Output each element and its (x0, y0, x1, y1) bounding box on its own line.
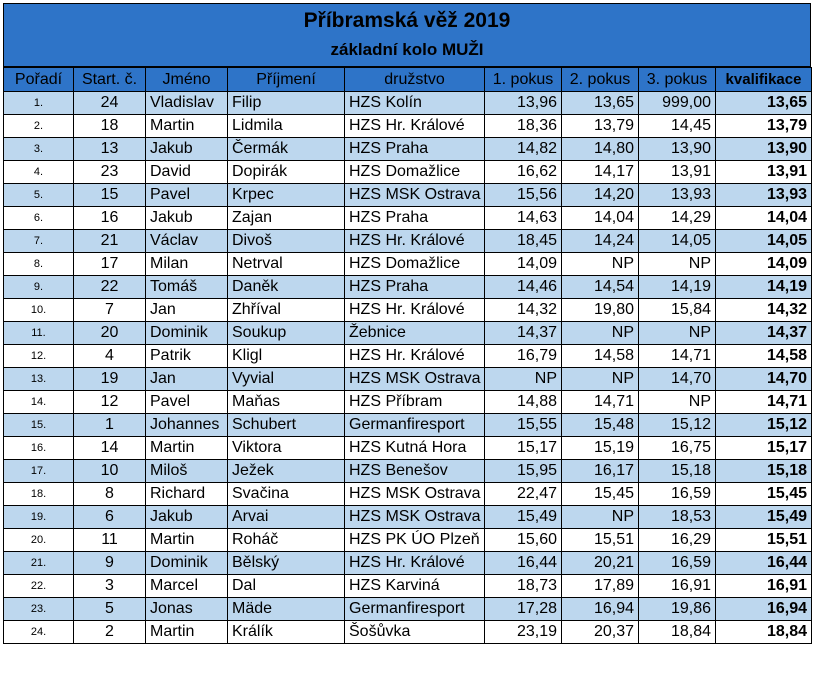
cell-start-cislo: 13 (74, 138, 146, 161)
cell-start-cislo: 18 (74, 115, 146, 138)
cell-pokus-2: NP (562, 322, 639, 345)
cell-pokus-3: 16,91 (639, 575, 716, 598)
cell-poradi: 24. (4, 621, 74, 644)
cell-prijmeni: Soukup (228, 322, 345, 345)
cell-poradi: 1. (4, 92, 74, 115)
header-pokus-2: 2. pokus (562, 68, 639, 92)
cell-jmeno: Jakub (146, 207, 228, 230)
cell-kvalifikace: 14,58 (716, 345, 812, 368)
cell-start-cislo: 6 (74, 506, 146, 529)
cell-poradi: 6. (4, 207, 74, 230)
cell-kvalifikace: 13,90 (716, 138, 812, 161)
cell-pokus-1: 15,55 (485, 414, 562, 437)
cell-pokus-3: 14,29 (639, 207, 716, 230)
cell-poradi: 13. (4, 368, 74, 391)
cell-prijmeni: Kligl (228, 345, 345, 368)
cell-start-cislo: 10 (74, 460, 146, 483)
cell-jmeno: Milan (146, 253, 228, 276)
cell-kvalifikace: 16,44 (716, 552, 812, 575)
cell-pokus-2: 13,79 (562, 115, 639, 138)
table-row (4, 575, 812, 598)
header-poradi: Pořadí (4, 68, 74, 92)
cell-pokus-3: 19,86 (639, 598, 716, 621)
cell-pokus-3: 15,12 (639, 414, 716, 437)
cell-poradi: 11. (4, 322, 74, 345)
cell-druzstvo: HZS Praha (345, 276, 485, 299)
cell-kvalifikace: 15,45 (716, 483, 812, 506)
header-jmeno: Jméno (146, 68, 228, 92)
cell-poradi: 15. (4, 414, 74, 437)
cell-jmeno: Martin (146, 437, 228, 460)
cell-druzstvo: Germanfiresport (345, 598, 485, 621)
cell-pokus-3: NP (639, 322, 716, 345)
cell-prijmeni: Bělský (228, 552, 345, 575)
cell-pokus-1: 17,28 (485, 598, 562, 621)
cell-prijmeni: Netrval (228, 253, 345, 276)
cell-pokus-3: 13,93 (639, 184, 716, 207)
cell-kvalifikace: 15,17 (716, 437, 812, 460)
cell-druzstvo: HZS Praha (345, 207, 485, 230)
cell-start-cislo: 22 (74, 276, 146, 299)
cell-pokus-3: 16,59 (639, 483, 716, 506)
cell-druzstvo: HZS Kutná Hora (345, 437, 485, 460)
cell-poradi: 16. (4, 437, 74, 460)
cell-druzstvo: HZS MSK Ostrava (345, 506, 485, 529)
cell-druzstvo: HZS Kolín (345, 92, 485, 115)
cell-druzstvo: Žebnice (345, 322, 485, 345)
cell-kvalifikace: 18,84 (716, 621, 812, 644)
cell-pokus-1: 15,49 (485, 506, 562, 529)
cell-pokus-3: 18,53 (639, 506, 716, 529)
cell-pokus-3: 16,59 (639, 552, 716, 575)
table-row (4, 299, 812, 322)
table-row (4, 391, 812, 414)
cell-pokus-1: 14,46 (485, 276, 562, 299)
cell-pokus-1: 18,73 (485, 575, 562, 598)
results-body (4, 92, 812, 644)
cell-pokus-1: 15,95 (485, 460, 562, 483)
cell-pokus-2: 19,80 (562, 299, 639, 322)
table-row (4, 598, 812, 621)
cell-pokus-1: 14,37 (485, 322, 562, 345)
cell-start-cislo: 12 (74, 391, 146, 414)
cell-prijmeni: Ježek (228, 460, 345, 483)
header-prijmeni: Příjmení (228, 68, 345, 92)
cell-pokus-3: 14,45 (639, 115, 716, 138)
cell-jmeno: Jan (146, 299, 228, 322)
table-row (4, 276, 812, 299)
cell-pokus-1: 16,79 (485, 345, 562, 368)
cell-jmeno: Jonas (146, 598, 228, 621)
cell-poradi: 14. (4, 391, 74, 414)
cell-pokus-1: 16,62 (485, 161, 562, 184)
cell-start-cislo: 23 (74, 161, 146, 184)
cell-pokus-3: 14,05 (639, 230, 716, 253)
cell-pokus-2: 14,20 (562, 184, 639, 207)
page-title: Příbramská věž 2019 (303, 9, 511, 32)
cell-poradi: 9. (4, 276, 74, 299)
cell-pokus-1: 22,47 (485, 483, 562, 506)
cell-pokus-2: 14,54 (562, 276, 639, 299)
table-row (4, 92, 812, 115)
cell-druzstvo: HZS MSK Ostrava (345, 184, 485, 207)
table-row (4, 253, 812, 276)
cell-prijmeni: Krpec (228, 184, 345, 207)
cell-pokus-1: 14,32 (485, 299, 562, 322)
table-row (4, 437, 812, 460)
cell-druzstvo: HZS PK ÚO Plzeň (345, 529, 485, 552)
table-row (4, 483, 812, 506)
cell-start-cislo: 15 (74, 184, 146, 207)
cell-pokus-3: 16,75 (639, 437, 716, 460)
cell-jmeno: Richard (146, 483, 228, 506)
cell-pokus-2: 14,04 (562, 207, 639, 230)
cell-pokus-3: 15,84 (639, 299, 716, 322)
cell-start-cislo: 24 (74, 92, 146, 115)
cell-jmeno: Jan (146, 368, 228, 391)
cell-kvalifikace: 13,65 (716, 92, 812, 115)
table-row (4, 414, 812, 437)
cell-pokus-2: 14,80 (562, 138, 639, 161)
cell-jmeno: Martin (146, 621, 228, 644)
cell-jmeno: Dominik (146, 322, 228, 345)
table-row (4, 368, 812, 391)
cell-pokus-2: 15,45 (562, 483, 639, 506)
cell-start-cislo: 11 (74, 529, 146, 552)
cell-pokus-2: 15,19 (562, 437, 639, 460)
cell-kvalifikace: 14,19 (716, 276, 812, 299)
cell-pokus-2: 15,48 (562, 414, 639, 437)
cell-kvalifikace: 13,91 (716, 161, 812, 184)
cell-poradi: 5. (4, 184, 74, 207)
table-row (4, 115, 812, 138)
cell-prijmeni: Filip (228, 92, 345, 115)
cell-druzstvo: Šošůvka (345, 621, 485, 644)
cell-poradi: 4. (4, 161, 74, 184)
cell-poradi: 18. (4, 483, 74, 506)
cell-pokus-1: 14,82 (485, 138, 562, 161)
cell-pokus-3: 18,84 (639, 621, 716, 644)
cell-pokus-1: 15,56 (485, 184, 562, 207)
cell-prijmeni: Lidmila (228, 115, 345, 138)
table-row (4, 552, 812, 575)
cell-start-cislo: 8 (74, 483, 146, 506)
cell-kvalifikace: 16,91 (716, 575, 812, 598)
cell-jmeno: David (146, 161, 228, 184)
cell-pokus-2: 14,71 (562, 391, 639, 414)
page-subtitle: základní kolo MUŽI (330, 40, 484, 59)
cell-kvalifikace: 14,32 (716, 299, 812, 322)
cell-pokus-1: 23,19 (485, 621, 562, 644)
cell-jmeno: Pavel (146, 391, 228, 414)
cell-druzstvo: HZS Příbram (345, 391, 485, 414)
cell-kvalifikace: 14,09 (716, 253, 812, 276)
cell-kvalifikace: 14,04 (716, 207, 812, 230)
cell-kvalifikace: 14,70 (716, 368, 812, 391)
cell-start-cislo: 4 (74, 345, 146, 368)
cell-kvalifikace: 13,79 (716, 115, 812, 138)
table-row (4, 621, 812, 644)
table-row (4, 529, 812, 552)
cell-poradi: 23. (4, 598, 74, 621)
table-row (4, 138, 812, 161)
cell-prijmeni: Čermák (228, 138, 345, 161)
cell-jmeno: Jakub (146, 506, 228, 529)
cell-prijmeni: Dal (228, 575, 345, 598)
cell-start-cislo: 21 (74, 230, 146, 253)
cell-prijmeni: Arvai (228, 506, 345, 529)
cell-poradi: 2. (4, 115, 74, 138)
cell-kvalifikace: 14,37 (716, 322, 812, 345)
cell-poradi: 8. (4, 253, 74, 276)
cell-pokus-3: 999,00 (639, 92, 716, 115)
cell-start-cislo: 3 (74, 575, 146, 598)
cell-kvalifikace: 16,94 (716, 598, 812, 621)
cell-start-cislo: 16 (74, 207, 146, 230)
cell-pokus-1: 14,88 (485, 391, 562, 414)
cell-prijmeni: Maňas (228, 391, 345, 414)
table-row (4, 322, 812, 345)
cell-poradi: 10. (4, 299, 74, 322)
table-row (4, 506, 812, 529)
cell-druzstvo: HZS Domažlice (345, 161, 485, 184)
cell-druzstvo: HZS MSK Ostrava (345, 483, 485, 506)
cell-jmeno: Marcel (146, 575, 228, 598)
cell-jmeno: Patrik (146, 345, 228, 368)
cell-druzstvo: HZS Domažlice (345, 253, 485, 276)
cell-prijmeni: Králík (228, 621, 345, 644)
cell-start-cislo: 1 (74, 414, 146, 437)
cell-druzstvo: HZS Karviná (345, 575, 485, 598)
cell-poradi: 3. (4, 138, 74, 161)
cell-jmeno: Jakub (146, 138, 228, 161)
cell-pokus-3: 15,18 (639, 460, 716, 483)
cell-pokus-1: 14,63 (485, 207, 562, 230)
cell-pokus-1: 15,17 (485, 437, 562, 460)
cell-pokus-2: 14,17 (562, 161, 639, 184)
cell-pokus-2: 14,24 (562, 230, 639, 253)
cell-start-cislo: 14 (74, 437, 146, 460)
cell-prijmeni: Schubert (228, 414, 345, 437)
cell-poradi: 19. (4, 506, 74, 529)
header-start-cislo: Start. č. (74, 68, 146, 92)
cell-poradi: 12. (4, 345, 74, 368)
table-row (4, 345, 812, 368)
header-kvalifikace: kvalifikace (716, 68, 812, 92)
cell-pokus-1: 13,96 (485, 92, 562, 115)
header-pokus-1: 1. pokus (485, 68, 562, 92)
cell-pokus-2: 17,89 (562, 575, 639, 598)
cell-druzstvo: HZS Hr. Králové (345, 230, 485, 253)
table-row (4, 460, 812, 483)
cell-pokus-1: 14,09 (485, 253, 562, 276)
cell-pokus-1: NP (485, 368, 562, 391)
cell-jmeno: Dominik (146, 552, 228, 575)
cell-prijmeni: Viktora (228, 437, 345, 460)
cell-druzstvo: HZS Praha (345, 138, 485, 161)
cell-prijmeni: Vyvial (228, 368, 345, 391)
cell-start-cislo: 17 (74, 253, 146, 276)
cell-pokus-3: 13,91 (639, 161, 716, 184)
cell-start-cislo: 9 (74, 552, 146, 575)
cell-jmeno: Tomáš (146, 276, 228, 299)
cell-poradi: 7. (4, 230, 74, 253)
cell-start-cislo: 5 (74, 598, 146, 621)
cell-prijmeni: Zhříval (228, 299, 345, 322)
cell-druzstvo: HZS Hr. Králové (345, 345, 485, 368)
cell-druzstvo: HZS Hr. Králové (345, 299, 485, 322)
cell-kvalifikace: 14,05 (716, 230, 812, 253)
table-row (4, 161, 812, 184)
cell-druzstvo: HZS Hr. Králové (345, 552, 485, 575)
header-row (4, 68, 812, 92)
results-sheet (3, 3, 811, 644)
cell-prijmeni: Daněk (228, 276, 345, 299)
cell-druzstvo: Germanfiresport (345, 414, 485, 437)
cell-prijmeni: Dopirák (228, 161, 345, 184)
cell-jmeno: Martin (146, 529, 228, 552)
cell-pokus-3: 14,19 (639, 276, 716, 299)
cell-start-cislo: 20 (74, 322, 146, 345)
cell-jmeno: Johannes (146, 414, 228, 437)
cell-pokus-2: 15,51 (562, 529, 639, 552)
cell-pokus-3: 14,71 (639, 345, 716, 368)
cell-start-cislo: 7 (74, 299, 146, 322)
cell-prijmeni: Svačina (228, 483, 345, 506)
table-row (4, 207, 812, 230)
cell-kvalifikace: 15,51 (716, 529, 812, 552)
cell-pokus-2: NP (562, 506, 639, 529)
results-table (3, 67, 812, 644)
cell-poradi: 22. (4, 575, 74, 598)
cell-jmeno: Pavel (146, 184, 228, 207)
cell-start-cislo: 19 (74, 368, 146, 391)
cell-kvalifikace: 14,71 (716, 391, 812, 414)
cell-pokus-1: 16,44 (485, 552, 562, 575)
cell-pokus-1: 18,36 (485, 115, 562, 138)
cell-pokus-2: 14,58 (562, 345, 639, 368)
cell-start-cislo: 2 (74, 621, 146, 644)
cell-kvalifikace: 15,18 (716, 460, 812, 483)
cell-pokus-2: 13,65 (562, 92, 639, 115)
cell-druzstvo: HZS MSK Ostrava (345, 368, 485, 391)
cell-poradi: 20. (4, 529, 74, 552)
table-row (4, 184, 812, 207)
cell-kvalifikace: 13,93 (716, 184, 812, 207)
cell-pokus-3: NP (639, 253, 716, 276)
title-banner (3, 3, 811, 67)
cell-pokus-2: NP (562, 253, 639, 276)
cell-kvalifikace: 15,12 (716, 414, 812, 437)
cell-pokus-3: 16,29 (639, 529, 716, 552)
cell-poradi: 21. (4, 552, 74, 575)
cell-prijmeni: Zajan (228, 207, 345, 230)
header-pokus-3: 3. pokus (639, 68, 716, 92)
cell-pokus-1: 18,45 (485, 230, 562, 253)
cell-jmeno: Vladislav (146, 92, 228, 115)
table-row (4, 230, 812, 253)
cell-druzstvo: HZS Hr. Králové (345, 115, 485, 138)
cell-druzstvo: HZS Benešov (345, 460, 485, 483)
cell-jmeno: Miloš (146, 460, 228, 483)
cell-prijmeni: Mäde (228, 598, 345, 621)
cell-pokus-2: 16,94 (562, 598, 639, 621)
cell-jmeno: Martin (146, 115, 228, 138)
header-druzstvo: družstvo (345, 68, 485, 92)
cell-pokus-2: 16,17 (562, 460, 639, 483)
cell-pokus-3: 14,70 (639, 368, 716, 391)
cell-pokus-3: NP (639, 391, 716, 414)
cell-pokus-2: NP (562, 368, 639, 391)
cell-pokus-3: 13,90 (639, 138, 716, 161)
cell-pokus-2: 20,21 (562, 552, 639, 575)
cell-pokus-2: 20,37 (562, 621, 639, 644)
cell-pokus-1: 15,60 (485, 529, 562, 552)
cell-prijmeni: Divoš (228, 230, 345, 253)
cell-poradi: 17. (4, 460, 74, 483)
cell-kvalifikace: 15,49 (716, 506, 812, 529)
cell-jmeno: Václav (146, 230, 228, 253)
cell-prijmeni: Roháč (228, 529, 345, 552)
